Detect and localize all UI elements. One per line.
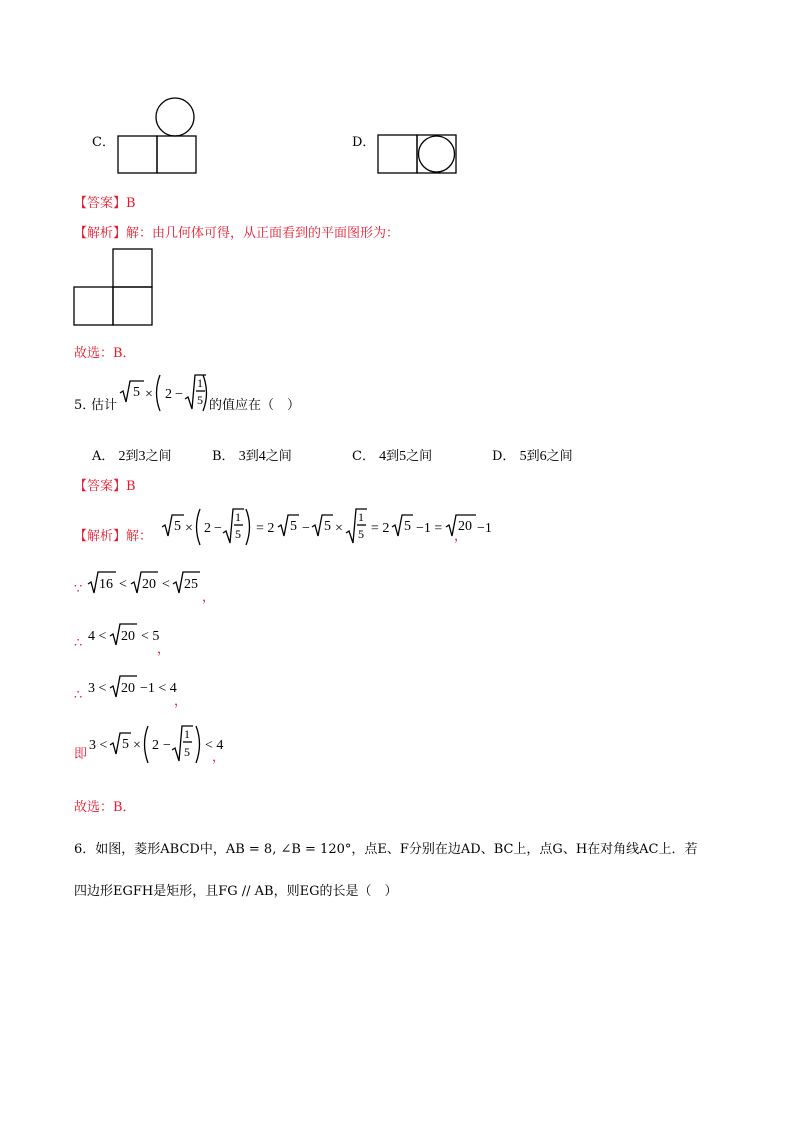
svg-text:20: 20	[458, 519, 472, 534]
svg-text:20: 20	[121, 629, 135, 644]
option-mid: 到	[125, 449, 139, 464]
svg-text:−: −	[302, 521, 310, 536]
q5-stem-prefix: 估计	[91, 398, 118, 413]
analysis-prefix: 解：	[126, 529, 153, 544]
svg-text:−1 < 4: −1 < 4	[140, 681, 177, 696]
option-from: 3	[238, 449, 246, 464]
option-label: B．	[212, 449, 235, 464]
svg-text:−: −	[175, 387, 183, 402]
svg-text:20: 20	[121, 681, 135, 696]
option-d-figure	[377, 134, 459, 176]
q4-analysis-text: 解：由几何体可得，从正面看到的平面图形为：	[126, 226, 400, 241]
q5-option-a	[92, 445, 172, 465]
svg-text:5: 5	[122, 737, 129, 752]
option-c-right-square	[157, 136, 196, 173]
svg-text:4 <: 4 <	[88, 629, 107, 644]
svg-text:5: 5	[197, 393, 203, 407]
svg-text:−1 =: −1 =	[416, 521, 443, 536]
option-tail: 之间	[546, 449, 573, 464]
q4-conclusion: 故选：B．	[74, 346, 136, 361]
q5-option-d	[492, 445, 573, 465]
svg-text:5: 5	[174, 519, 181, 534]
svg-text:20: 20	[142, 577, 156, 592]
svg-text:<: <	[162, 577, 170, 592]
svg-text:= 2: = 2	[256, 521, 275, 536]
option-to: 5	[399, 449, 407, 464]
q5-therefore-inequality-1	[86, 622, 166, 648]
option-label: C．	[352, 449, 375, 464]
svg-text:−: −	[163, 738, 171, 753]
svg-text:< 4: < 4	[205, 738, 224, 753]
q5-ji-inequality	[88, 723, 224, 767]
option-mid: 到	[386, 449, 400, 464]
option-tail: 之间	[406, 449, 433, 464]
q6-line-2: 四边形EGFH是矩形，且FG // AB，则EG的长是（ ）	[74, 884, 398, 899]
svg-text:×: ×	[133, 738, 141, 753]
front-view-bottom-right-square	[113, 287, 152, 325]
q5-because-inequality	[86, 570, 196, 596]
therefore-comma-1: ，	[157, 642, 171, 657]
option-c-circle	[156, 98, 194, 136]
option-d-left-square	[378, 135, 417, 173]
q5-stem-suffix: 的值应在（ ）	[209, 398, 301, 413]
svg-text:×: ×	[335, 521, 343, 536]
svg-text:1: 1	[235, 510, 241, 524]
svg-text:<: <	[119, 577, 127, 592]
q5-number: 5．	[74, 398, 96, 413]
svg-text:25: 25	[184, 577, 198, 592]
analysis-label: 【解析】	[74, 529, 127, 544]
svg-text:16: 16	[99, 577, 113, 592]
q5-eq1-comma: ，	[454, 529, 468, 544]
front-view-top-square	[113, 249, 152, 287]
therefore-comma-2: ，	[174, 694, 188, 709]
svg-text:×: ×	[145, 387, 153, 402]
q5-answer: 【答案】B	[74, 479, 136, 494]
svg-text:5: 5	[235, 527, 241, 541]
front-view-bottom-left-square	[74, 287, 113, 325]
svg-text:3 <: 3 <	[89, 738, 108, 753]
option-to: 3	[138, 449, 146, 464]
svg-text:5: 5	[324, 519, 331, 534]
q4-front-view-figure	[73, 248, 155, 328]
svg-text:2: 2	[165, 387, 172, 402]
option-tail: 之间	[265, 449, 292, 464]
svg-text:5: 5	[358, 527, 364, 541]
option-mid: 到	[526, 449, 540, 464]
therefore-symbol-2: ∴	[74, 688, 83, 703]
svg-text:= 2: = 2	[371, 521, 390, 536]
svg-text:5: 5	[133, 385, 140, 400]
option-tail: 之间	[145, 449, 172, 464]
svg-text:3 <: 3 <	[88, 681, 107, 696]
option-to: 6	[539, 449, 547, 464]
option-to: 4	[258, 449, 266, 464]
option-mid: 到	[245, 449, 259, 464]
svg-text:−1: −1	[477, 521, 492, 536]
svg-text:< 5: < 5	[141, 629, 160, 644]
option-d-right-square	[417, 135, 456, 173]
q5-analysis-equation	[160, 506, 492, 546]
ji-word: 即	[74, 747, 88, 762]
ji-comma: ，	[212, 750, 226, 765]
svg-text:×: ×	[185, 521, 193, 536]
option-c-figure	[117, 96, 199, 176]
option-from: 4	[379, 449, 387, 464]
option-from: 2	[118, 449, 126, 464]
q5-therefore-inequality-2	[86, 674, 186, 700]
q5-conclusion: 故选：B．	[74, 800, 136, 815]
option-label: A．	[92, 449, 115, 464]
option-c-left-square	[118, 136, 157, 173]
svg-text:2: 2	[152, 738, 159, 753]
svg-text:−: −	[214, 521, 222, 536]
svg-text:5: 5	[404, 519, 411, 534]
q5-analysis-label	[74, 525, 152, 544]
because-symbol: ∵	[74, 582, 83, 597]
q4-analysis	[74, 222, 399, 241]
q4-answer: 【答案】B	[74, 196, 136, 211]
option-c-label: C．	[92, 135, 115, 150]
svg-text:5: 5	[184, 745, 190, 759]
q5-option-c	[352, 445, 432, 465]
q5-option-b	[212, 445, 292, 465]
because-comma: ，	[202, 590, 216, 605]
q4-analysis-label: 【解析】	[74, 226, 127, 241]
svg-text:2: 2	[204, 521, 211, 536]
svg-text:5: 5	[290, 519, 297, 534]
option-from: 5	[519, 449, 527, 464]
option-d-label: D．	[352, 135, 376, 150]
therefore-symbol-1: ∴	[74, 636, 83, 651]
option-label: D．	[492, 449, 516, 464]
q5-stem-expression	[118, 372, 206, 412]
q6-line-1: 6．如图，菱形ABCD中，AB = 8, ∠B = 120°，点E、F分别在边AD、BC上，点G、H在对角线AC上．若	[74, 842, 698, 857]
option-d-circle	[419, 136, 455, 172]
svg-text:1: 1	[184, 727, 190, 741]
svg-text:1: 1	[358, 510, 364, 524]
svg-text:1: 1	[197, 376, 203, 390]
